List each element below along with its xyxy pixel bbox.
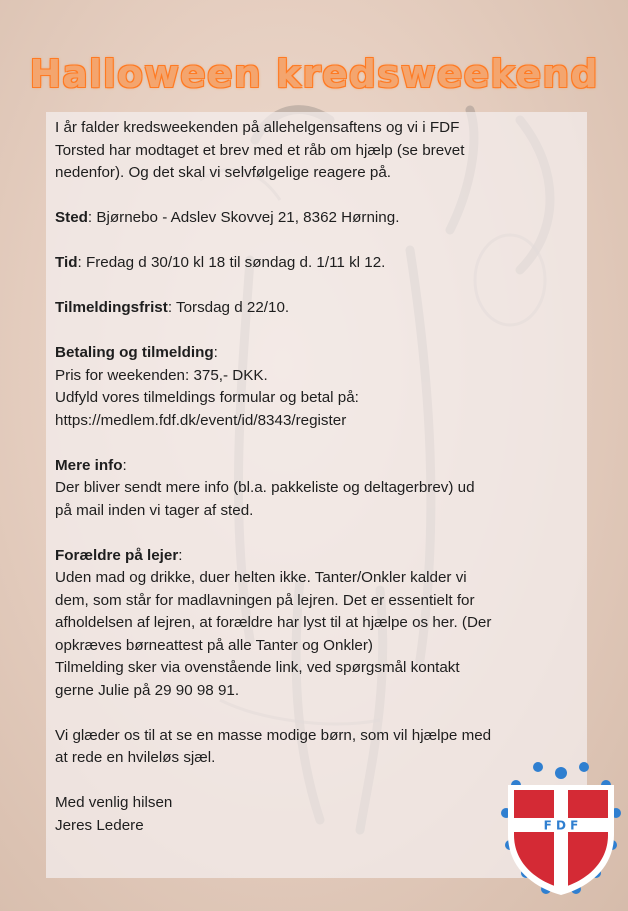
fdf-shield-logo bbox=[498, 755, 624, 898]
parents-heading: Forældre på lejer bbox=[55, 546, 179, 564]
time-label: Tid bbox=[55, 254, 78, 271]
payment-section bbox=[55, 342, 575, 432]
deadline-label: Tilmeldingsfrist bbox=[55, 299, 168, 316]
intro-line: I år falder kredsweekenden på allehelgensaftens og vi i FDF bbox=[55, 119, 460, 136]
signoff bbox=[55, 792, 575, 837]
parents-line: opkræves børneattest på alle Tanter og Onkler) bbox=[55, 636, 373, 654]
invitation-text bbox=[55, 117, 575, 860]
signoff-signature: Jeres Ledere bbox=[55, 816, 144, 834]
deadline-value: : Torsdag d 22/10. bbox=[167, 299, 290, 316]
more-info-line: Der bliver sendt mere info (bl.a. pakkeliste og deltagerbrev) ud bbox=[55, 479, 475, 496]
parents-section bbox=[55, 545, 575, 703]
closing-line: at rede en hvileløs sjæl. bbox=[55, 749, 216, 766]
intro-paragraph bbox=[55, 117, 575, 185]
parents-line: gerne Julie på 29 90 98 91. bbox=[55, 681, 240, 699]
payment-heading-colon: : bbox=[213, 344, 218, 361]
payment-heading: Betaling og tilmelding bbox=[55, 344, 214, 361]
signoff-greeting: Med venlig hilsen bbox=[55, 794, 173, 811]
deadline-info bbox=[55, 297, 575, 320]
payment-instruction: Udfyld vores tilmeldings formular og betal på: bbox=[55, 389, 359, 406]
more-info-line: på mail inden vi tager af sted. bbox=[55, 501, 254, 519]
more-info-section bbox=[55, 455, 575, 523]
closing-line: Vi glæder os til at se en masse modige børn, som vil hjælpe med bbox=[55, 726, 492, 744]
logo-text: F D F bbox=[543, 818, 579, 833]
closing-paragraph bbox=[55, 725, 575, 770]
location-info bbox=[55, 207, 575, 230]
intro-line: nedenfor). Og det skal vi selvfølgelige reagere på. bbox=[55, 164, 391, 181]
parents-line: dem, som står for madlavningen på lejren. Det er essentielt for bbox=[55, 591, 475, 609]
payment-price: Pris for weekenden: 375,- DKK. bbox=[55, 366, 268, 384]
parents-heading-colon: : bbox=[178, 546, 183, 564]
parents-line: afholdelsen af lejren, at forældre har lyst til at hjælpe os her. (Der bbox=[55, 614, 492, 631]
intro-line: Torsted har modtaget et brev med et råb om hjælp (se brevet bbox=[55, 141, 465, 159]
time-value: : Fredag d 30/10 kl 18 til søndag d. 1/11 kl 12. bbox=[77, 254, 386, 271]
page-title: Halloween kredsweekend bbox=[29, 52, 599, 96]
parents-line: Tilmelding sker via ovenstående link, ved spørgsmål kontakt bbox=[55, 659, 460, 676]
more-info-heading: Mere info bbox=[55, 456, 123, 474]
location-label: Sted bbox=[55, 209, 88, 226]
location-value: : Bjørnebo - Adslev Skovvej 21, 8362 Hørning. bbox=[87, 209, 400, 226]
parents-line: Uden mad og drikke, duer helten ikke. Tanter/Onkler kalder vi bbox=[55, 569, 467, 586]
registration-link[interactable]: https://medlem.fdf.dk/event/id/8343/register bbox=[55, 411, 347, 429]
time-info bbox=[55, 252, 575, 275]
more-info-colon: : bbox=[122, 456, 127, 474]
